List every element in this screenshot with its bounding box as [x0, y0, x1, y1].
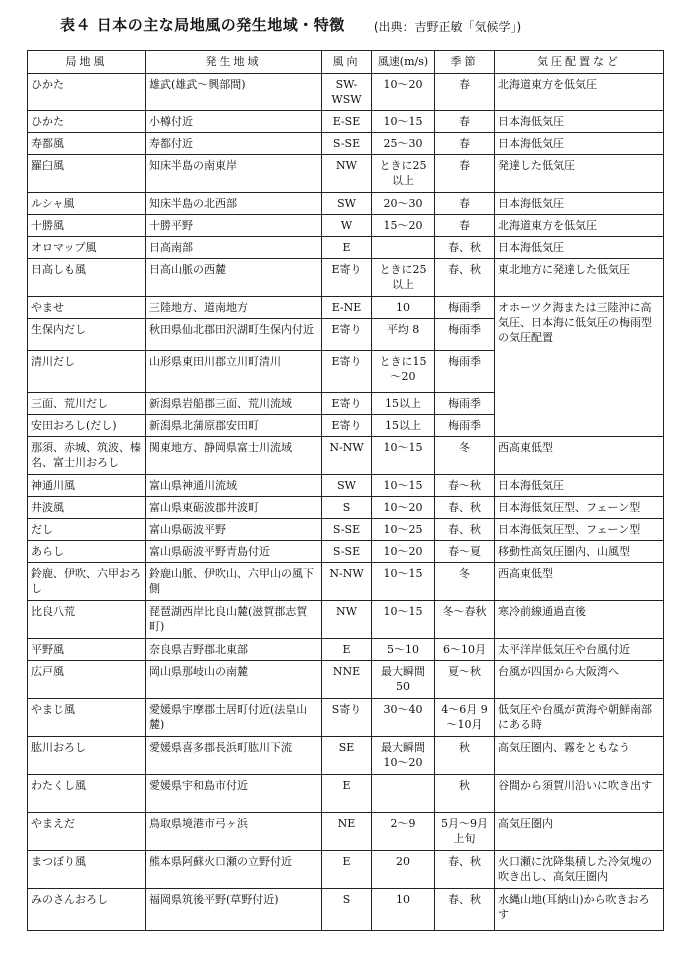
- cell-pressure-pattern: 台風が四国から大阪湾へ: [495, 661, 664, 699]
- cell-season: 6～10月: [435, 639, 495, 661]
- cell-area: 日高山脈の西麓: [146, 259, 322, 297]
- cell-area: 山形県東田川郡立川町清川: [146, 351, 322, 393]
- table-row: [28, 155, 664, 193]
- cell-area: 秋田県仙北郡田沢湖町生保内付近: [146, 319, 322, 351]
- cell-wind-speed: 10～15: [372, 475, 435, 497]
- table-row: [28, 541, 664, 563]
- header-wind-speed: 風速(m/s): [372, 51, 435, 74]
- cell-local-wind: わたくし風: [28, 775, 146, 813]
- cell-local-wind: やまじ風: [28, 699, 146, 737]
- source-citation: (出典：吉野正敏「気候学」): [373, 20, 522, 34]
- table-row: [28, 193, 664, 215]
- cell-wind-speed: 10～20: [372, 497, 435, 519]
- cell-wind-direction: N-NW: [322, 437, 372, 475]
- cell-pressure-pattern-merged: オホーツク海または三陸沖に高気圧、日本海に低気圧の梅雨型の気圧配置: [495, 297, 664, 437]
- table-row: [28, 475, 664, 497]
- cell-pressure-pattern: 北海道東方を低気圧: [495, 74, 664, 111]
- cell-wind-speed: 15以上: [372, 393, 435, 415]
- cell-local-wind: オロマップ風: [28, 237, 146, 259]
- cell-local-wind: ルシャ風: [28, 193, 146, 215]
- cell-wind-speed: [372, 237, 435, 259]
- cell-local-wind: 肱川おろし: [28, 737, 146, 775]
- cell-local-wind: 広戸風: [28, 661, 146, 699]
- cell-wind-direction: E寄り: [322, 393, 372, 415]
- cell-local-wind: 日高しも風: [28, 259, 146, 297]
- cell-wind-speed: 10～20: [372, 74, 435, 111]
- cell-wind-direction: S: [322, 889, 372, 931]
- cell-wind-speed: 30～40: [372, 699, 435, 737]
- cell-wind-direction: E: [322, 851, 372, 889]
- cell-wind-direction: S-SE: [322, 519, 372, 541]
- cell-area: 日高南部: [146, 237, 322, 259]
- cell-pressure-pattern: 発達した低気圧: [495, 155, 664, 193]
- cell-season: 春、秋: [435, 851, 495, 889]
- cell-pressure-pattern: 火口瀬に沈降集積した冷気塊の吹き出し、高気圧圏内: [495, 851, 664, 889]
- cell-season: 春、秋: [435, 497, 495, 519]
- cell-local-wind: やまえだ: [28, 813, 146, 851]
- cell-area: 鈴鹿山脈、伊吹山、六甲山の風下側: [146, 563, 322, 601]
- cell-season: 秋: [435, 775, 495, 813]
- cell-pressure-pattern: 低気圧や台風が黄海や朝鮮南部にある時: [495, 699, 664, 737]
- cell-season: 冬～春秋: [435, 601, 495, 639]
- cell-wind-direction: E: [322, 639, 372, 661]
- cell-local-wind: みのさんおろし: [28, 889, 146, 931]
- cell-wind-direction: E: [322, 775, 372, 813]
- table-row: [28, 563, 664, 601]
- cell-local-wind: やませ: [28, 297, 146, 319]
- cell-pressure-pattern: 寒冷前線通過直後: [495, 601, 664, 639]
- cell-season: 春: [435, 74, 495, 111]
- cell-wind-direction: E: [322, 237, 372, 259]
- cell-wind-direction: SW: [322, 193, 372, 215]
- cell-local-wind: 神通川風: [28, 475, 146, 497]
- cell-area: 小樽付近: [146, 111, 322, 133]
- cell-wind-direction: SW-WSW: [322, 74, 372, 111]
- cell-area: 富山県砺波平野青島付近: [146, 541, 322, 563]
- cell-season: 春、秋: [435, 519, 495, 541]
- cell-local-wind: まつぼり風: [28, 851, 146, 889]
- cell-local-wind: 安田おろし(だし): [28, 415, 146, 437]
- cell-pressure-pattern: 日本海低気圧: [495, 133, 664, 155]
- cell-pressure-pattern: 日本海低気圧: [495, 193, 664, 215]
- table-row: [28, 775, 664, 813]
- cell-season: 梅雨季: [435, 415, 495, 437]
- cell-wind-direction: NE: [322, 813, 372, 851]
- cell-season: 春: [435, 155, 495, 193]
- cell-wind-direction: SE: [322, 737, 372, 775]
- cell-pressure-pattern: 日本海低気圧型、フェーン型: [495, 497, 664, 519]
- header-wind-direction: 風向: [322, 51, 372, 74]
- cell-wind-direction: N-NW: [322, 563, 372, 601]
- table-row: [28, 661, 664, 699]
- cell-wind-speed: 10～15: [372, 437, 435, 475]
- cell-local-wind: 井波風: [28, 497, 146, 519]
- cell-season: 春～秋: [435, 475, 495, 497]
- cell-wind-direction: NW: [322, 601, 372, 639]
- table-row: [28, 601, 664, 639]
- cell-area: 富山県東砺波郡井波町: [146, 497, 322, 519]
- cell-wind-direction: SW: [322, 475, 372, 497]
- table-row: [28, 74, 664, 111]
- header-local-wind: 局地風: [28, 51, 146, 74]
- cell-area: 愛媛県宇和島市付近: [146, 775, 322, 813]
- cell-area: 愛媛県宇摩郡土居町付近(法皇山麓): [146, 699, 322, 737]
- cell-pressure-pattern: 太平洋岸低気圧や台風付近: [495, 639, 664, 661]
- cell-season: 4～6月 9～10月: [435, 699, 495, 737]
- title-bar: [60, 14, 660, 40]
- cell-wind-speed: ときに15～20: [372, 351, 435, 393]
- table-row: [28, 133, 664, 155]
- cell-local-wind: 鈴鹿、伊吹、六甲おろし: [28, 563, 146, 601]
- cell-wind-direction: E寄り: [322, 415, 372, 437]
- cell-season: 秋: [435, 737, 495, 775]
- cell-season: 春: [435, 215, 495, 237]
- cell-local-wind: ひかた: [28, 111, 146, 133]
- cell-wind-speed: 25～30: [372, 133, 435, 155]
- cell-wind-speed: 5～10: [372, 639, 435, 661]
- cell-wind-direction: S-SE: [322, 541, 372, 563]
- cell-local-wind: 羅臼風: [28, 155, 146, 193]
- table-row: [28, 497, 664, 519]
- cell-area: 琵琶湖西岸比良山麓(滋賀郡志賀町): [146, 601, 322, 639]
- cell-wind-speed: 10～20: [372, 541, 435, 563]
- cell-area: 富山県神通川流域: [146, 475, 322, 497]
- cell-season: 梅雨季: [435, 297, 495, 319]
- cell-wind-direction: NW: [322, 155, 372, 193]
- cell-area: 福岡県筑後平野(草野付近): [146, 889, 322, 931]
- cell-local-wind: 平野風: [28, 639, 146, 661]
- cell-wind-speed: 10: [372, 889, 435, 931]
- cell-season: 春: [435, 111, 495, 133]
- cell-pressure-pattern: 西高東低型: [495, 563, 664, 601]
- cell-local-wind: 比良八荒: [28, 601, 146, 639]
- cell-wind-speed: 10～25: [372, 519, 435, 541]
- cell-local-wind: 清川だし: [28, 351, 146, 393]
- cell-area: 愛媛県喜多郡長浜町肱川下流: [146, 737, 322, 775]
- cell-pressure-pattern: 西高東低型: [495, 437, 664, 475]
- cell-pressure-pattern: 日本海低気圧: [495, 475, 664, 497]
- table-row: [28, 297, 664, 319]
- cell-season: 夏～秋: [435, 661, 495, 699]
- cell-wind-direction: NNE: [322, 661, 372, 699]
- cell-pressure-pattern: 移動性高気圧圏内、山風型: [495, 541, 664, 563]
- cell-season: 春: [435, 193, 495, 215]
- header-season: 季節: [435, 51, 495, 74]
- cell-pressure-pattern: 高気圧圏内、霧をともなう: [495, 737, 664, 775]
- cell-wind-speed: ときに25以上: [372, 155, 435, 193]
- cell-local-wind: 寿都風: [28, 133, 146, 155]
- cell-area: 熊本県阿蘇火口瀬の立野付近: [146, 851, 322, 889]
- cell-season: 春、秋: [435, 259, 495, 297]
- local-winds-table: [27, 50, 664, 931]
- cell-season: 梅雨季: [435, 319, 495, 351]
- table-row: [28, 215, 664, 237]
- table-row: [28, 519, 664, 541]
- cell-wind-direction: E寄り: [322, 351, 372, 393]
- table-body: [28, 74, 664, 931]
- cell-wind-speed: 平均 8: [372, 319, 435, 351]
- cell-wind-direction: E寄り: [322, 319, 372, 351]
- cell-local-wind: ひかた: [28, 74, 146, 111]
- cell-wind-speed: [372, 775, 435, 813]
- cell-season: 5月～9月上旬: [435, 813, 495, 851]
- cell-area: 関東地方、静岡県富士川流域: [146, 437, 322, 475]
- cell-wind-direction: S寄り: [322, 699, 372, 737]
- table-row: [28, 851, 664, 889]
- cell-local-wind: 十勝風: [28, 215, 146, 237]
- cell-area: 知床半島の北西部: [146, 193, 322, 215]
- cell-season: 冬: [435, 437, 495, 475]
- table-row: [28, 737, 664, 775]
- cell-area: 新潟県岩船郡三面、荒川流域: [146, 393, 322, 415]
- cell-season: 梅雨季: [435, 393, 495, 415]
- cell-season: 春～夏: [435, 541, 495, 563]
- cell-wind-direction: W: [322, 215, 372, 237]
- cell-area: 鳥取県境港市弓ヶ浜: [146, 813, 322, 851]
- table-header-row: [28, 51, 664, 74]
- cell-wind-speed: 20～30: [372, 193, 435, 215]
- table-row: [28, 259, 664, 297]
- header-pressure-pattern: 気圧配置など: [495, 51, 664, 74]
- cell-season: 冬: [435, 563, 495, 601]
- page-title: 表４ 日本の主な局地風の発生地域・特徴: [60, 16, 345, 34]
- cell-wind-speed: 2～9: [372, 813, 435, 851]
- table-row: [28, 437, 664, 475]
- cell-wind-direction: E寄り: [322, 259, 372, 297]
- cell-wind-speed: 10: [372, 297, 435, 319]
- cell-wind-direction: E-NE: [322, 297, 372, 319]
- cell-area: 寿都付近: [146, 133, 322, 155]
- cell-season: 春、秋: [435, 889, 495, 931]
- cell-local-wind: だし: [28, 519, 146, 541]
- cell-season: 梅雨季: [435, 351, 495, 393]
- cell-season: 春、秋: [435, 237, 495, 259]
- cell-pressure-pattern: 谷間から須賀川沿いに吹き出す: [495, 775, 664, 813]
- cell-area: 新潟県北蒲原郡安田町: [146, 415, 322, 437]
- cell-wind-speed: 10～15: [372, 111, 435, 133]
- cell-pressure-pattern: 水縄山地(耳納山)から吹きおろす: [495, 889, 664, 931]
- cell-area: 岡山県那岐山の南麓: [146, 661, 322, 699]
- table-row: [28, 813, 664, 851]
- cell-season: 春: [435, 133, 495, 155]
- cell-wind-speed: 15以上: [372, 415, 435, 437]
- cell-pressure-pattern: 日本海低気圧: [495, 111, 664, 133]
- cell-local-wind: あらし: [28, 541, 146, 563]
- table-row: [28, 237, 664, 259]
- cell-area: 奈良県吉野郡北東部: [146, 639, 322, 661]
- cell-wind-direction: E-SE: [322, 111, 372, 133]
- table-row: [28, 111, 664, 133]
- header-area: 発生地域: [146, 51, 322, 74]
- cell-wind-speed: 15～20: [372, 215, 435, 237]
- cell-wind-speed: 最大瞬間50: [372, 661, 435, 699]
- cell-pressure-pattern: 北海道東方を低気圧: [495, 215, 664, 237]
- cell-area: 富山県砺波平野: [146, 519, 322, 541]
- cell-wind-speed: 20: [372, 851, 435, 889]
- cell-area: 三陸地方、道南地方: [146, 297, 322, 319]
- cell-area: 十勝平野: [146, 215, 322, 237]
- cell-wind-direction: S: [322, 497, 372, 519]
- cell-pressure-pattern: 東北地方に発達した低気圧: [495, 259, 664, 297]
- cell-pressure-pattern: 高気圧圏内: [495, 813, 664, 851]
- cell-area: 雄武(雄武～興部間): [146, 74, 322, 111]
- cell-wind-speed: 10～15: [372, 563, 435, 601]
- cell-local-wind: 那須、赤城、筑波、榛名、富士川おろし: [28, 437, 146, 475]
- cell-pressure-pattern: 日本海低気圧型、フェーン型: [495, 519, 664, 541]
- table-row: [28, 639, 664, 661]
- cell-wind-speed: 最大瞬間10～20: [372, 737, 435, 775]
- cell-wind-speed: 10～15: [372, 601, 435, 639]
- cell-pressure-pattern: 日本海低気圧: [495, 237, 664, 259]
- cell-area: 知床半島の南東岸: [146, 155, 322, 193]
- cell-local-wind: 三面、荒川だし: [28, 393, 146, 415]
- table-row: [28, 699, 664, 737]
- cell-wind-speed: ときに25以上: [372, 259, 435, 297]
- cell-local-wind: 生保内だし: [28, 319, 146, 351]
- cell-wind-direction: S-SE: [322, 133, 372, 155]
- table-row: [28, 889, 664, 931]
